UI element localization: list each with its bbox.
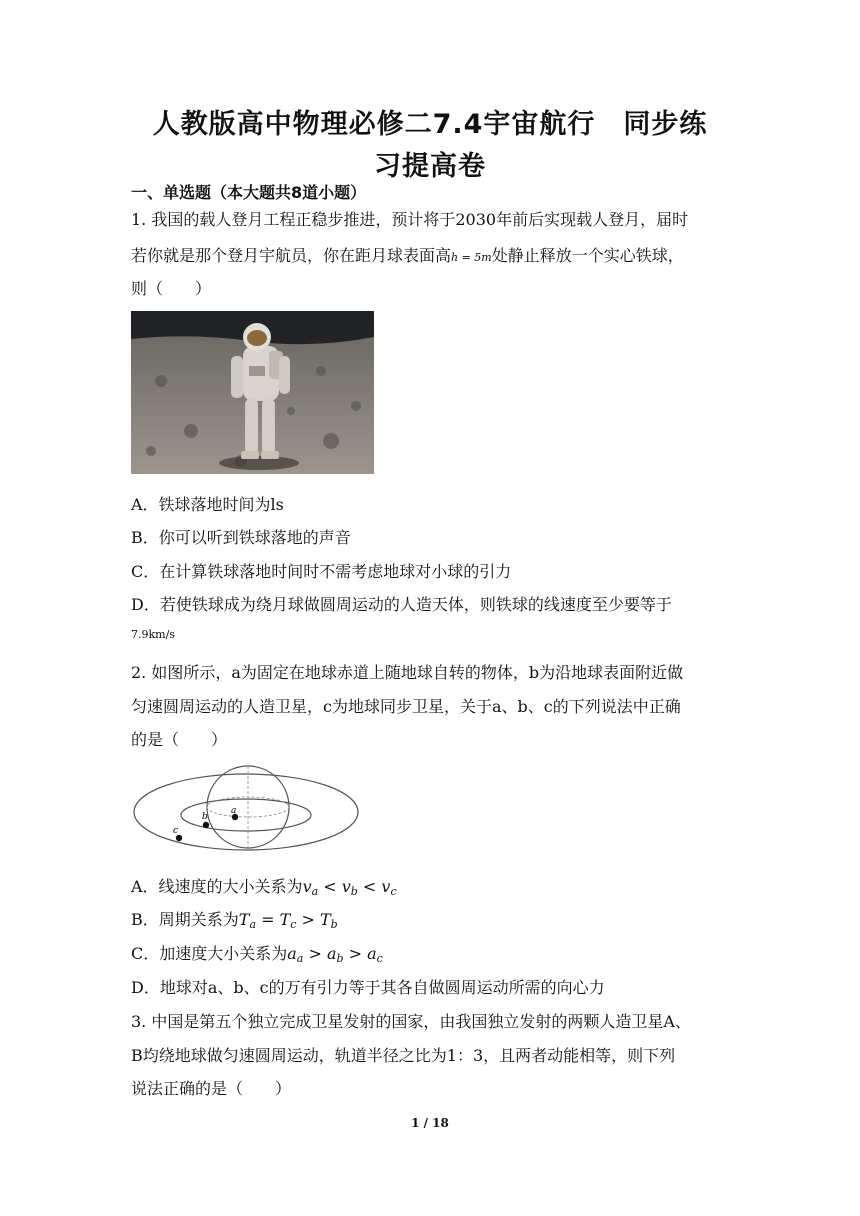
q1-stem-line-3: 则（ ） — [131, 279, 212, 298]
label-a: a — [231, 806, 237, 816]
q3-stem-line-3: 说法正确的是（ ） — [131, 1079, 292, 1098]
q2-option-b-text: B．周期关系为 — [131, 910, 239, 929]
q2-stem-line-1: 2. 如图所示，a为固定在地球赤道上随地球自转的物体，b为沿地球表面附近做 — [131, 663, 684, 682]
q1-stem-text-b: 处静止释放一个实心铁球， — [491, 246, 684, 265]
page-title — [110, 104, 750, 188]
title-line-2: 习提高卷 — [374, 151, 486, 182]
section-heading: 一、单选题（本大题共8道小题） — [131, 183, 367, 202]
q1-option-d-value: 7.9km/s — [131, 628, 175, 641]
q2-option-a-text: A．线速度的大小关系为 — [131, 877, 303, 896]
earth-orbit-diagram — [131, 765, 361, 860]
q1-height-formula: h = 5m — [451, 251, 492, 264]
q2-stem-line-3: 的是（ ） — [131, 730, 228, 749]
q1-option-b: B．你可以听到铁球落地的声音 — [131, 528, 351, 547]
label-b: b — [202, 812, 208, 822]
astronaut-moon-photo — [131, 311, 374, 474]
q1-stem-line-1: 1. 我国的载人登月工程正稳步推进，预计将于2030年前后实现载人登月，届时 — [131, 210, 689, 229]
q1-option-a: A．铁球落地时间为ls — [131, 495, 284, 514]
q1-stem-line-2 — [131, 243, 684, 266]
q2-option-c-text: C．加速度大小关系为 — [131, 944, 288, 963]
q2-option-d: D．地球对a、b、c的万有引力等于其各自做圆周运动所需的向心力 — [131, 978, 605, 997]
q1-stem-text-a: 若你就是那个登月宇航员，你在距月球表面高 — [131, 246, 452, 265]
q2-stem-line-2: 匀速圆周运动的人造卫星，c为地球同步卫星，关于a、b、c的下列说法中正确 — [131, 697, 681, 716]
q2-option-a: A．线速度的大小关系为$v_a < v_b < v_c$ — [131, 877, 397, 898]
q1-option-d: D．若使铁球成为绕月球做圆周运动的人造天体，则铁球的线速度至少要等于 — [131, 595, 672, 614]
q1-option-c: C．在计算铁球落地时间时不需考虑地球对小球的引力 — [131, 562, 512, 581]
q2-option-b: B．周期关系为$T_a = T_c > T_b$ — [131, 910, 338, 931]
q2-option-c: C．加速度大小关系为$a_a > a_b > a_c$ — [131, 944, 383, 965]
page-number: 1 / 18 — [411, 1116, 449, 1130]
q3-stem-line-2: B均绕地球做匀速圆周运动，轨道半径之比为1：3，且两者动能相等，则下列 — [131, 1046, 676, 1065]
label-c: c — [173, 826, 179, 836]
title-line-1: 人教版高中物理必修二7.4宇宙航行 同步练 — [152, 109, 708, 140]
q3-stem-line-1: 3. 中国是第五个独立完成卫星发射的国家，由我国独立发射的两颗人造卫星A、 — [131, 1012, 691, 1031]
